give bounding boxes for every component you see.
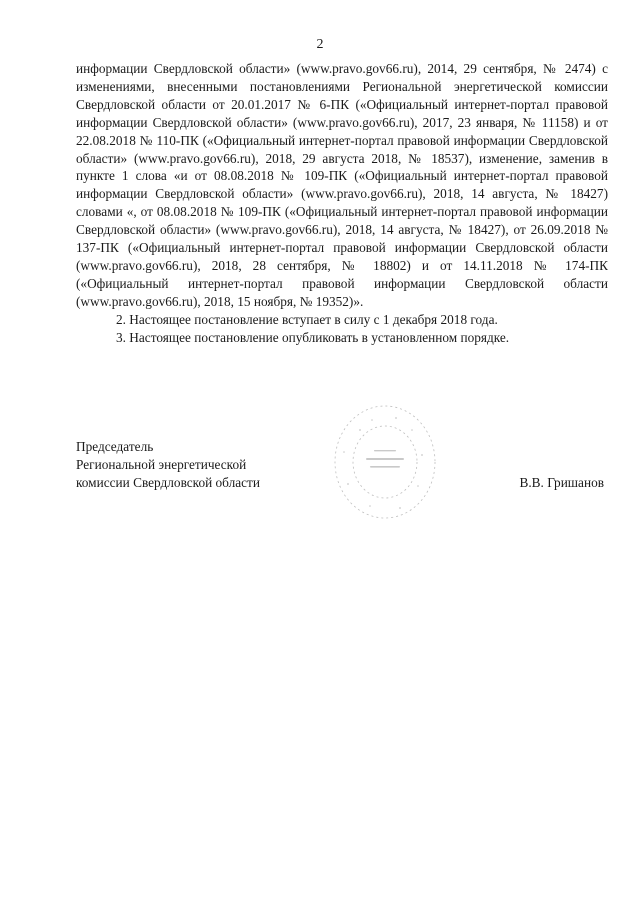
signer-position-line-1: Председатель: [76, 439, 154, 454]
signer-position-line-2: Региональной энергетической: [76, 456, 247, 472]
paragraph-effective-date: 2. Настоящее постановление вступает в силу с 1 декабря 2018 года.: [116, 311, 498, 327]
paragraph-amendment: информации Свердловской области» (www.pravo.gov66.ru), 2014, 29 сентября, № 2474) с изменениями, внесенными постановлениями Региональной энергетической комиссии Свердловской области от 20.01.2017 № 6-ПК («Официальный интернет-портал правовой информации Свердловской области» (www.pravo.gov66.ru), 2017, 23 января, № 11158) и от 22.08.2018 № 110-ПК («Официальный интернет-портал правовой информации Свердловской области» (www.pravo.gov66.ru), 2018, 29 августа 2018, № 18537), изменение, заменив в пункте 1 слова «и от 08.08.2018 № 109-ПК («Официальный интернет-портал правовой информации Свердловской области» (www.pravo.gov66.ru), 2018, 14 августа, № 18427) словами «, от 08.08.2018 № 109-ПК («Официальный интернет-портал правовой информации Свердловской области» (www.pravo.gov66.ru), 2018, 14 августа, № 18427), от 26.09.2018 № 137-ПК («Официальный интернет-портал правовой информации Свердловской области (www.pravo.gov66.ru), 2018, 28 сентября, № 18802) и от 14.11.2018 № 174-ПК («Официальный интернет-портал правовой информации Свердловской области (www.pravo.gov66.ru), 2018, 15 ноября, № 19352)».: [76, 61, 608, 309]
signer-name: В.В. Гришанов: [519, 474, 604, 490]
document-body: [76, 60, 608, 347]
signer-position-line-3: комиссии Свердловской области: [76, 474, 260, 490]
page-number: 2: [316, 37, 324, 52]
faded-seal-stamp: [330, 400, 440, 530]
paragraph-publication: 3. Настоящее постановление опубликовать в установленном порядке.: [116, 329, 510, 345]
